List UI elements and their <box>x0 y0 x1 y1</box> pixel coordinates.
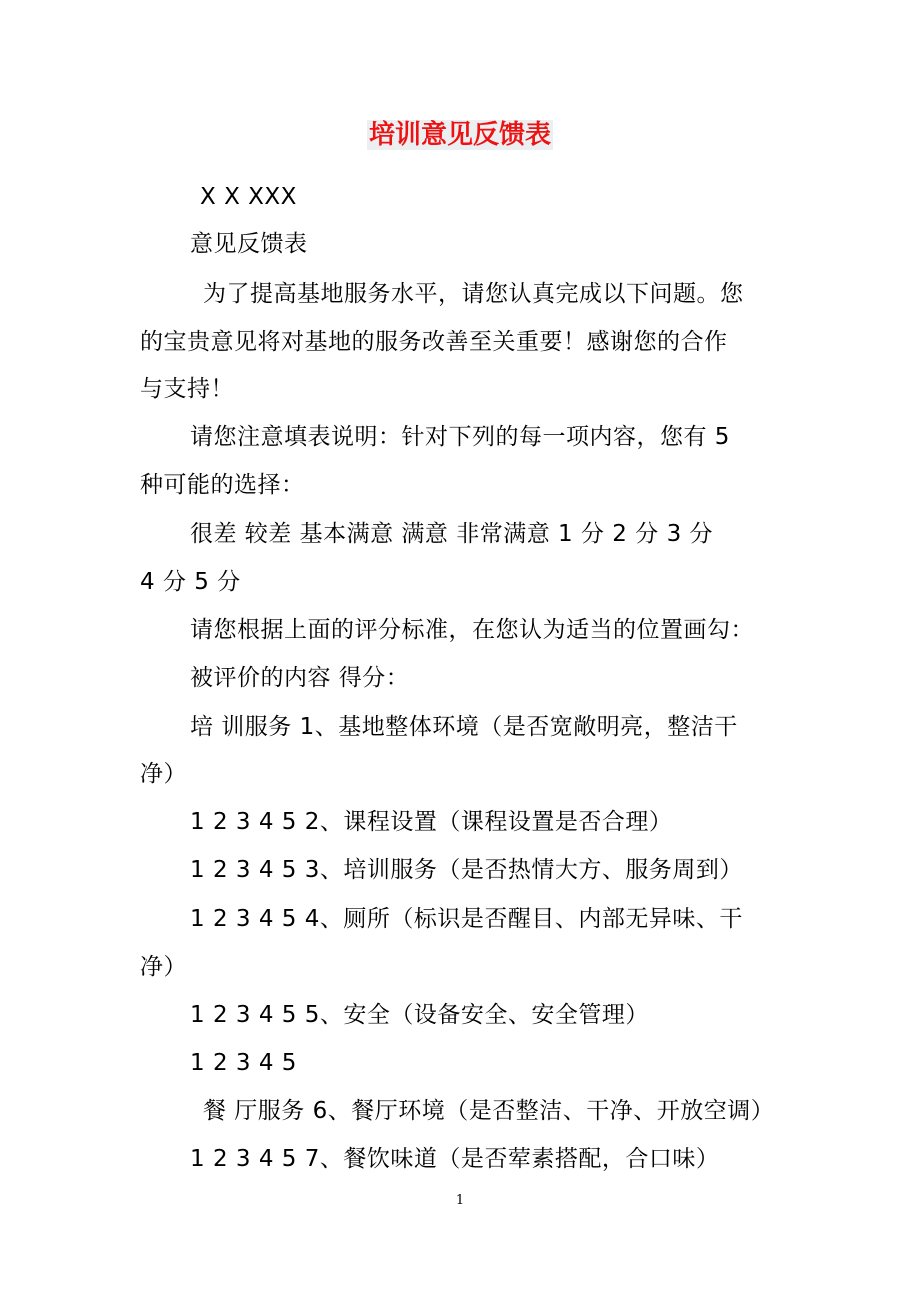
document-line-item-4: 1 2 3 4 5 4、厕所（标识是否醒目、内部无异味、干 <box>190 906 743 932</box>
document-line-scale-2: 4 分 5 分 <box>140 569 241 595</box>
document-line-item-2: 1 2 3 4 5 2、课程设置（课程设置是否合理） <box>190 809 673 835</box>
document-line-item-1: 培 训服务 1、基地整体环境（是否宽敞明亮，整洁干 <box>190 714 738 740</box>
document-line-item-1-cont: 净） <box>140 761 187 787</box>
document-line-intro-3: 与支持！ <box>140 376 234 402</box>
document-line-intro-1: 为了提高基地服务水平，请您认真完成以下问题。您 <box>203 281 744 307</box>
document-line-item-4-cont: 净） <box>140 954 187 980</box>
document-line-header: 被评价的内容 得分： <box>190 665 410 691</box>
document-line-item-7: 1 2 3 4 5 7、餐饮味道（是否荤素搭配，合口味） <box>190 1146 720 1172</box>
document-line-code: X X XXX <box>200 184 297 210</box>
document-line-subtitle: 意见反馈表 <box>190 231 308 257</box>
document-title <box>0 114 920 156</box>
document-line-instruction-2: 种可能的选择： <box>140 472 305 498</box>
document-line-instruction-3: 请您根据上面的评分标准，在您认为适当的位置画勾： <box>190 617 754 643</box>
document-line-instruction-1: 请您注意填表说明：针对下列的每一项内容，您有 5 <box>190 424 730 450</box>
document-line-item-6: 餐 厅服务 6、餐厅环境（是否整洁、干净、开放空调） <box>203 1098 775 1124</box>
document-title-text: 培训意见反馈表 <box>368 120 551 150</box>
document-line-scale-1: 很差 较差 基本满意 满意 非常满意 1 分 2 分 3 分 <box>190 521 714 547</box>
page-number: 1 <box>455 1193 465 1208</box>
document-line-intro-2: 的宝贵意见将对基地的服务改善至关重要！感谢您的合作 <box>140 329 728 355</box>
document-line-item-5: 1 2 3 4 5 5、安全（设备安全、安全管理） <box>190 1002 649 1028</box>
document-line-item-3: 1 2 3 4 5 3、培训服务（是否热情大方、服务周到） <box>190 857 743 883</box>
document-line-item-5-scores: 1 2 3 4 5 <box>190 1050 297 1076</box>
